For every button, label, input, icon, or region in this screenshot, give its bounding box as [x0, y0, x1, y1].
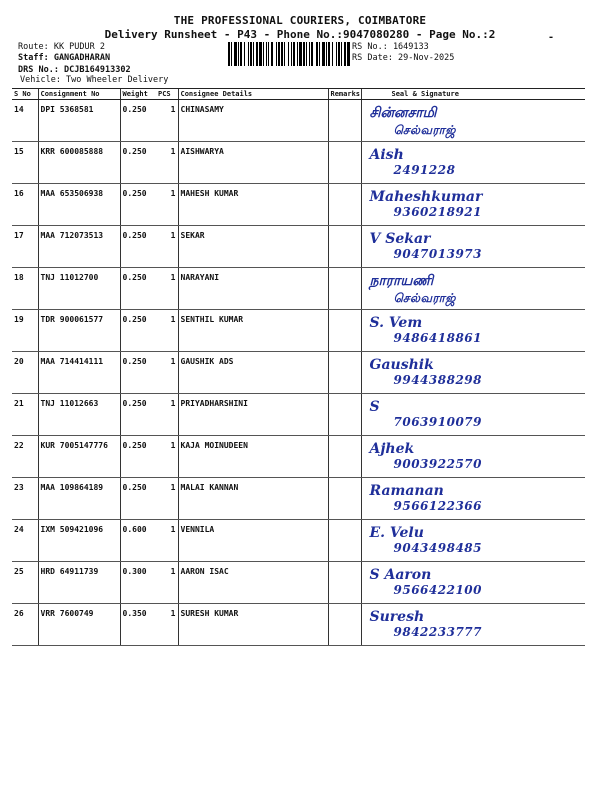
- cell-consignee: NARAYANI: [178, 268, 328, 310]
- table-row: [12, 226, 585, 268]
- cell-sno: 21: [12, 394, 38, 436]
- table-row: [12, 184, 585, 226]
- cell-pcs: 1: [156, 394, 178, 436]
- cell-signature: [361, 520, 585, 562]
- signature-mark: V Sekar: [369, 231, 431, 247]
- table-row: [12, 562, 585, 604]
- cell-sno: 19: [12, 310, 38, 352]
- cell-pcs: 1: [156, 604, 178, 646]
- signature-phone: செல்வராஜ்: [393, 123, 456, 137]
- cell-consignment: MAA 712073513: [38, 226, 120, 268]
- cell-consignment: TNJ 11012700: [38, 268, 120, 310]
- cell-remarks: [328, 226, 361, 268]
- cell-remarks: [328, 478, 361, 520]
- cell-signature: [361, 100, 585, 142]
- cell-consignee: CHINASAMY: [178, 100, 328, 142]
- col-weight: Weight: [120, 89, 156, 100]
- cell-consignment: DPI 5368581: [38, 100, 120, 142]
- staff-label: Staff: GANGADHARAN: [18, 53, 111, 63]
- cell-remarks: [328, 562, 361, 604]
- cell-signature: [361, 226, 585, 268]
- col-signature: Seal & Signature: [361, 89, 585, 100]
- col-pcs: PCS: [156, 89, 178, 100]
- cell-remarks: [328, 184, 361, 226]
- cell-sno: 26: [12, 604, 38, 646]
- col-sno: S No: [12, 89, 38, 100]
- cell-remarks: [328, 142, 361, 184]
- cell-pcs: 1: [156, 310, 178, 352]
- signature-mark: S Aaron: [369, 567, 432, 583]
- cell-signature: [361, 562, 585, 604]
- cell-remarks: [328, 100, 361, 142]
- barcode: [228, 42, 350, 66]
- drs-label: DRS No.: DCJB164913302: [18, 65, 131, 75]
- signature-mark: S: [369, 399, 380, 415]
- cell-sno: 16: [12, 184, 38, 226]
- cell-consignee: SURESH KUMAR: [178, 604, 328, 646]
- cell-pcs: 1: [156, 562, 178, 604]
- cell-remarks: [328, 520, 361, 562]
- vehicle-label: Vehicle: Two Wheeler Delivery: [20, 75, 169, 85]
- cell-consignee: MAHESH KUMAR: [178, 184, 328, 226]
- cell-weight: 0.250: [120, 268, 156, 310]
- signature-phone: 9842233777: [393, 625, 482, 639]
- signature-phone: 9047013973: [393, 247, 482, 261]
- signature-phone: 7063910079: [393, 415, 482, 429]
- cell-pcs: 1: [156, 226, 178, 268]
- cell-pcs: 1: [156, 352, 178, 394]
- cell-consignee: KAJA MOINUDEEN: [178, 436, 328, 478]
- cell-consignee: PRIYADHARSHINI: [178, 394, 328, 436]
- cell-weight: 0.250: [120, 100, 156, 142]
- cell-remarks: [328, 268, 361, 310]
- cell-weight: 0.250: [120, 184, 156, 226]
- signature-phone: 9566422100: [393, 583, 482, 597]
- cell-consignment: VRR 7600749: [38, 604, 120, 646]
- table-row: [12, 268, 585, 310]
- table-header: [12, 89, 585, 100]
- signature-phone: 9944388298: [393, 373, 482, 387]
- cell-signature: [361, 310, 585, 352]
- cell-sno: 18: [12, 268, 38, 310]
- cell-weight: 0.250: [120, 310, 156, 352]
- signature-mark: நாராயணி: [369, 273, 434, 289]
- table-row: [12, 394, 585, 436]
- runsheet-title: Delivery Runsheet - P43 - Phone No.:9047080280 - Page No.:2: [104, 28, 496, 41]
- cell-consignee: MALAI KANNAN: [178, 478, 328, 520]
- runsheet-table: [12, 88, 585, 646]
- table-row: [12, 520, 585, 562]
- cell-remarks: [328, 436, 361, 478]
- cell-signature: [361, 604, 585, 646]
- signature-phone: 9486418861: [393, 331, 482, 345]
- cell-pcs: 1: [156, 436, 178, 478]
- signature-mark: Suresh: [369, 609, 425, 625]
- cell-sno: 20: [12, 352, 38, 394]
- cell-weight: 0.250: [120, 478, 156, 520]
- signature-mark: Ramanan: [369, 483, 444, 499]
- cell-remarks: [328, 394, 361, 436]
- cell-sno: 24: [12, 520, 38, 562]
- cell-consignee: AISHWARYA: [178, 142, 328, 184]
- cell-sno: 15: [12, 142, 38, 184]
- col-remarks: Remarks: [328, 89, 361, 100]
- col-consignment: Consignment No: [38, 89, 120, 100]
- cell-signature: [361, 352, 585, 394]
- table-row: [12, 142, 585, 184]
- cell-consignee: GAUSHIK ADS: [178, 352, 328, 394]
- cell-consignment: KUR 7005147776: [38, 436, 120, 478]
- rs-number: RS No.: 1649133: [352, 42, 429, 52]
- cell-weight: 0.600: [120, 520, 156, 562]
- table-row: [12, 436, 585, 478]
- cell-remarks: [328, 352, 361, 394]
- cell-signature: [361, 184, 585, 226]
- cell-weight: 0.250: [120, 142, 156, 184]
- cell-consignment: MAA 653506938: [38, 184, 120, 226]
- signature-mark: Maheshkumar: [369, 189, 483, 205]
- cell-pcs: 1: [156, 184, 178, 226]
- cell-weight: 0.250: [120, 394, 156, 436]
- cell-weight: 0.250: [120, 352, 156, 394]
- col-consignee: Consignee Details: [178, 89, 328, 100]
- signature-phone: 9003922570: [393, 457, 482, 471]
- cell-consignment: MAA 714414111: [38, 352, 120, 394]
- cell-consignee: SEKAR: [178, 226, 328, 268]
- cell-pcs: 1: [156, 268, 178, 310]
- rs-date: RS Date: 29-Nov-2025: [352, 53, 455, 63]
- cell-signature: [361, 478, 585, 520]
- table-row: [12, 478, 585, 520]
- signature-phone: செல்வராஜ்: [393, 291, 456, 305]
- cell-weight: 0.300: [120, 562, 156, 604]
- cell-sno: 23: [12, 478, 38, 520]
- table-row: [12, 100, 585, 142]
- table-row: [12, 310, 585, 352]
- cell-consignment: MAA 109864189: [38, 478, 120, 520]
- cell-consignee: AARON ISAC: [178, 562, 328, 604]
- cell-pcs: 1: [156, 100, 178, 142]
- signature-phone: 2491228: [393, 163, 456, 177]
- signature-mark: Gaushik: [369, 357, 434, 373]
- cell-remarks: [328, 310, 361, 352]
- cell-consignee: VENNILA: [178, 520, 328, 562]
- cell-consignment: TNJ 11012663: [38, 394, 120, 436]
- cell-signature: [361, 142, 585, 184]
- signature-mark: Ajhek: [369, 441, 415, 457]
- signature-mark: E. Velu: [369, 525, 424, 541]
- cell-pcs: 1: [156, 478, 178, 520]
- signature-mark: S. Vem: [369, 315, 423, 331]
- cell-signature: [361, 268, 585, 310]
- cell-consignment: TDR 900061577: [38, 310, 120, 352]
- cell-remarks: [328, 604, 361, 646]
- cell-sno: 14: [12, 100, 38, 142]
- cell-signature: [361, 436, 585, 478]
- cell-sno: 25: [12, 562, 38, 604]
- signature-mark: சின்னசாமி: [369, 105, 437, 121]
- cell-sno: 17: [12, 226, 38, 268]
- cell-weight: 0.350: [120, 604, 156, 646]
- signature-phone: 9043498485: [393, 541, 482, 555]
- cell-consignment: IXM 509421096: [38, 520, 120, 562]
- signature-mark: Aish: [369, 147, 404, 163]
- signature-phone: 9360218921: [393, 205, 482, 219]
- cell-weight: 0.250: [120, 436, 156, 478]
- header-dash: -: [548, 32, 555, 43]
- cell-consignee: SENTHIL KUMAR: [178, 310, 328, 352]
- cell-weight: 0.250: [120, 226, 156, 268]
- cell-signature: [361, 394, 585, 436]
- table-row: [12, 352, 585, 394]
- cell-consignment: KRR 600085888: [38, 142, 120, 184]
- cell-pcs: 1: [156, 142, 178, 184]
- cell-sno: 22: [12, 436, 38, 478]
- route-label: Route: KK PUDUR 2: [18, 42, 105, 52]
- cell-consignment: HRD 64911739: [38, 562, 120, 604]
- cell-pcs: 1: [156, 520, 178, 562]
- company-title: THE PROFESSIONAL COURIERS, COIMBATORE: [173, 14, 427, 27]
- table-row: [12, 604, 585, 646]
- signature-phone: 9566122366: [393, 499, 482, 513]
